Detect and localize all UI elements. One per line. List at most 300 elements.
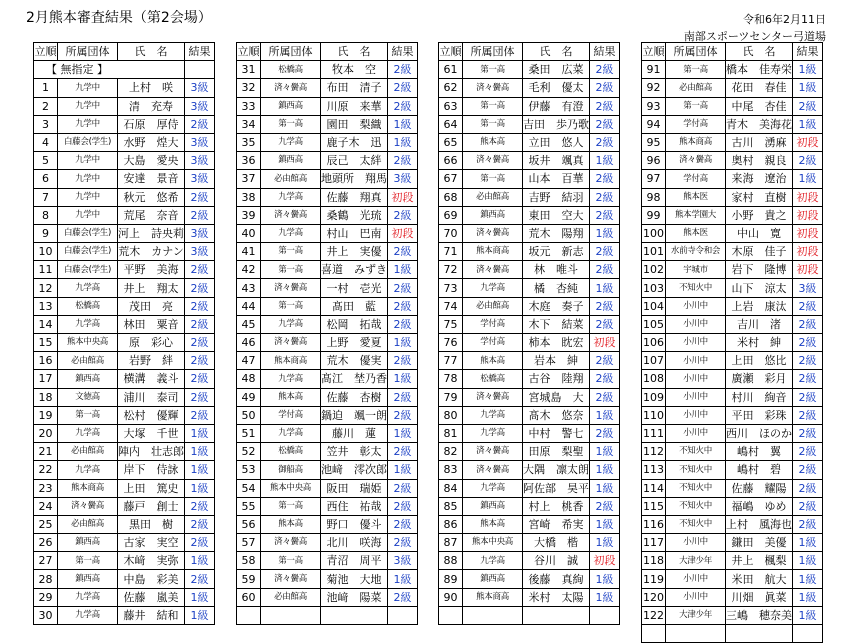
person-name: 井上 翔太 xyxy=(118,279,185,297)
order-number: 11 xyxy=(34,261,58,279)
order-number: 96 xyxy=(642,152,666,170)
table-row xyxy=(237,243,418,261)
order-number: 69 xyxy=(439,206,463,224)
result-grade: 2級 xyxy=(388,61,418,79)
order-number: 61 xyxy=(439,61,463,79)
table-row xyxy=(34,315,215,333)
person-name: 橘 杏純 xyxy=(523,279,590,297)
order-number: 10 xyxy=(34,243,58,261)
order-number: 101 xyxy=(642,243,666,261)
person-name: 松村 優輝 xyxy=(118,406,185,424)
order-number: 54 xyxy=(237,479,261,497)
order-number: 94 xyxy=(642,115,666,133)
team-name: 熊本商高 xyxy=(261,352,321,370)
person-name: 立田 悠人 xyxy=(523,133,590,151)
team-name: 小川中 xyxy=(666,334,726,352)
order-number: 18 xyxy=(34,388,58,406)
team-name: 熊本商高 xyxy=(666,133,726,151)
order-number: 51 xyxy=(237,424,261,442)
team-name: 済々黌高 xyxy=(261,79,321,97)
person-name: 吉野 結羽 xyxy=(523,188,590,206)
result-grade: 2級 xyxy=(590,261,620,279)
table-row xyxy=(34,461,215,479)
order-number: 41 xyxy=(237,243,261,261)
order-number: 122 xyxy=(642,606,666,624)
table-row xyxy=(237,224,418,242)
result-grade: 初段 xyxy=(793,206,823,224)
table-row xyxy=(642,334,823,352)
table-row xyxy=(439,152,620,170)
order-number: 67 xyxy=(439,170,463,188)
result-grade: 1級 xyxy=(793,552,823,570)
order-number: 116 xyxy=(642,515,666,533)
order-number: 6 xyxy=(34,170,58,188)
table-row xyxy=(34,534,215,552)
result-grade: 初段 xyxy=(590,334,620,352)
result-grade: 2級 xyxy=(793,370,823,388)
result-grade: 2級 xyxy=(793,515,823,533)
table-row xyxy=(237,133,418,151)
result-grade: 1級 xyxy=(185,606,215,624)
result-grade: 1級 xyxy=(388,133,418,151)
person-name: 家村 直樹 xyxy=(726,188,793,206)
order-number: 84 xyxy=(439,479,463,497)
order-number: 40 xyxy=(237,224,261,242)
person-name: 村山 巴南 xyxy=(321,224,388,242)
order-number: 35 xyxy=(237,133,261,151)
person-name: 黒田 樹 xyxy=(118,515,185,533)
order-number: 16 xyxy=(34,352,58,370)
person-name: 上田 篤史 xyxy=(118,479,185,497)
result-grade: 2級 xyxy=(185,370,215,388)
person-name: 藤井 結和 xyxy=(118,606,185,624)
result-grade: 3級 xyxy=(185,133,215,151)
table-row xyxy=(439,424,620,442)
order-number: 62 xyxy=(439,79,463,97)
table-row xyxy=(34,243,215,261)
person-name: 笠井 彰太 xyxy=(321,443,388,461)
order-number: 23 xyxy=(34,479,58,497)
team-name: 済々黌高 xyxy=(261,279,321,297)
team-name: 済々黌高 xyxy=(261,206,321,224)
order-number: 118 xyxy=(642,552,666,570)
table-row xyxy=(237,279,418,297)
table-row xyxy=(439,315,620,333)
person-name: 古川 湧麻 xyxy=(726,133,793,151)
result-grade: 2級 xyxy=(590,243,620,261)
table-row xyxy=(642,461,823,479)
person-name: 布田 清子 xyxy=(321,79,388,97)
table-row xyxy=(439,515,620,533)
team-name: 済々黌高 xyxy=(463,261,523,279)
result-grade: 2級 xyxy=(388,497,418,515)
table-row xyxy=(34,297,215,315)
order-number: 38 xyxy=(237,188,261,206)
order-number: 9 xyxy=(34,224,58,242)
person-name: 川畑 眞菜 xyxy=(726,588,793,606)
order-number: 31 xyxy=(237,61,261,79)
result-grade: 2級 xyxy=(590,79,620,97)
order-number: 88 xyxy=(439,552,463,570)
result-grade: 2級 xyxy=(185,406,215,424)
team-name: 第一高 xyxy=(261,261,321,279)
person-name: 秋元 悠希 xyxy=(118,188,185,206)
person-name: 木原 佳子 xyxy=(726,243,793,261)
person-name: 林田 粟音 xyxy=(118,315,185,333)
table-row xyxy=(439,206,620,224)
table-row xyxy=(237,370,418,388)
team-name: 熊本医 xyxy=(666,224,726,242)
result-grade: 1級 xyxy=(590,406,620,424)
order-number: 108 xyxy=(642,370,666,388)
result-grade: 2級 xyxy=(590,97,620,115)
person-name: 鍋迫 颯一朗 xyxy=(321,406,388,424)
table-row xyxy=(642,352,823,370)
result-grade: 2級 xyxy=(388,443,418,461)
empty-row xyxy=(237,606,418,624)
team-name: 九学高 xyxy=(463,424,523,442)
result-grade: 2級 xyxy=(590,133,620,151)
result-grade: 3級 xyxy=(388,170,418,188)
team-name: 第一高 xyxy=(666,97,726,115)
person-name: 阿佐部 昊平 xyxy=(523,479,590,497)
table-row xyxy=(642,479,823,497)
table-row xyxy=(34,279,215,297)
result-grade: 2級 xyxy=(793,315,823,333)
order-number: 95 xyxy=(642,133,666,151)
team-name: 九学高 xyxy=(58,315,118,333)
team-name: 必由館高 xyxy=(261,588,321,606)
table-row xyxy=(642,97,823,115)
order-number: 110 xyxy=(642,406,666,424)
header-name: 氏 名 xyxy=(726,43,793,61)
person-name: 嶋村 翼 xyxy=(726,443,793,461)
result-grade: 初段 xyxy=(388,224,418,242)
result-grade: 1級 xyxy=(793,534,823,552)
person-name: 中山 寛 xyxy=(726,224,793,242)
team-name: 不知火中 xyxy=(666,497,726,515)
person-name: 大島 愛央 xyxy=(118,152,185,170)
person-name: 藤川 蓮 xyxy=(321,424,388,442)
order-number: 7 xyxy=(34,188,58,206)
team-name: 九学高 xyxy=(58,588,118,606)
person-name: 鎌田 美優 xyxy=(726,534,793,552)
table-row xyxy=(439,243,620,261)
header-name: 氏 名 xyxy=(118,43,185,61)
person-name: 藤戸 創士 xyxy=(118,497,185,515)
person-name: 青木 美海花 xyxy=(726,115,793,133)
person-name: 伊藤 有澄 xyxy=(523,97,590,115)
person-name: 小野 貴之 xyxy=(726,206,793,224)
team-name: 白藤会(学生) xyxy=(58,261,118,279)
team-name: 済々黌高 xyxy=(58,497,118,515)
table-row xyxy=(642,152,823,170)
order-number: 55 xyxy=(237,497,261,515)
result-grade: 1級 xyxy=(590,279,620,297)
team-name: 不知火中 xyxy=(666,479,726,497)
table-row xyxy=(34,79,215,97)
order-number: 82 xyxy=(439,443,463,461)
person-name: 辰己 太絆 xyxy=(321,152,388,170)
order-number: 68 xyxy=(439,188,463,206)
empty-cell xyxy=(666,625,726,643)
team-name: 熊本高 xyxy=(463,515,523,533)
team-name: 小川中 xyxy=(666,424,726,442)
team-name: 必由館高 xyxy=(58,515,118,533)
order-number: 59 xyxy=(237,570,261,588)
team-name: 第一高 xyxy=(261,297,321,315)
result-grade: 2級 xyxy=(388,315,418,333)
empty-cell xyxy=(185,61,215,79)
table-row xyxy=(237,461,418,479)
table-row xyxy=(642,297,823,315)
team-name: 鎮西高 xyxy=(463,206,523,224)
person-name: 廣瀬 彩月 xyxy=(726,370,793,388)
empty-row xyxy=(642,625,823,643)
result-grade: 2級 xyxy=(793,497,823,515)
result-grade: 2級 xyxy=(793,479,823,497)
result-grade: 初段 xyxy=(388,188,418,206)
result-grade: 2級 xyxy=(590,115,620,133)
result-grade: 2級 xyxy=(388,534,418,552)
team-name: 不知火中 xyxy=(666,443,726,461)
order-number: 91 xyxy=(642,61,666,79)
results-table-4 xyxy=(641,42,823,643)
result-grade: 1級 xyxy=(793,588,823,606)
empty-cell xyxy=(523,606,590,624)
table-row xyxy=(439,370,620,388)
special-row xyxy=(34,61,215,79)
team-name: 九学中 xyxy=(58,115,118,133)
team-name: 必由館高 xyxy=(261,170,321,188)
table-row xyxy=(34,588,215,606)
team-name: 小川中 xyxy=(666,588,726,606)
team-name: 第一高 xyxy=(261,497,321,515)
team-name: 九学高 xyxy=(261,224,321,242)
table-row xyxy=(237,388,418,406)
result-grade: 初段 xyxy=(793,224,823,242)
order-number: 112 xyxy=(642,443,666,461)
table-row xyxy=(34,406,215,424)
result-grade: 1級 xyxy=(590,479,620,497)
person-name: 中島 彩美 xyxy=(118,570,185,588)
person-name: 来海 遼治 xyxy=(726,170,793,188)
person-name: 原 彩心 xyxy=(118,334,185,352)
team-name: 第一高 xyxy=(261,552,321,570)
order-number: 44 xyxy=(237,297,261,315)
team-name: 九学高 xyxy=(261,315,321,333)
person-name: 横溝 義斗 xyxy=(118,370,185,388)
person-name: 佐藤 耀陽 xyxy=(726,479,793,497)
person-name: 谷川 誠 xyxy=(523,552,590,570)
order-number: 57 xyxy=(237,534,261,552)
result-grade: 2級 xyxy=(590,352,620,370)
order-number: 22 xyxy=(34,461,58,479)
result-grade: 3級 xyxy=(185,224,215,242)
order-number: 4 xyxy=(34,133,58,151)
team-name: 熊本医 xyxy=(666,188,726,206)
table-row xyxy=(439,497,620,515)
person-name: 河上 詩央莉 xyxy=(118,224,185,242)
order-number: 76 xyxy=(439,334,463,352)
empty-cell xyxy=(439,606,463,624)
person-name: 喜道 みずき xyxy=(321,261,388,279)
order-number: 50 xyxy=(237,406,261,424)
results-table-3 xyxy=(438,42,620,625)
person-name: 木下 結菜 xyxy=(523,315,590,333)
order-number: 117 xyxy=(642,534,666,552)
team-name: 九学高 xyxy=(58,424,118,442)
result-grade: 2級 xyxy=(793,388,823,406)
team-name: 鎮西高 xyxy=(261,152,321,170)
team-name: 済々黌高 xyxy=(463,461,523,479)
header-result: 結果 xyxy=(590,43,620,61)
result-grade: 1級 xyxy=(793,61,823,79)
person-name: 上岩 康汰 xyxy=(726,297,793,315)
order-number: 81 xyxy=(439,424,463,442)
result-grade: 2級 xyxy=(388,515,418,533)
result-grade: 2級 xyxy=(793,461,823,479)
result-grade: 1級 xyxy=(185,461,215,479)
team-name: 鎮西高 xyxy=(58,534,118,552)
order-number: 52 xyxy=(237,443,261,461)
table-row xyxy=(439,534,620,552)
empty-cell xyxy=(237,606,261,624)
order-number: 45 xyxy=(237,315,261,333)
table-row xyxy=(34,224,215,242)
person-name: 大隅 凛太朗 xyxy=(523,461,590,479)
result-grade: 1級 xyxy=(388,370,418,388)
result-grade: 2級 xyxy=(590,370,620,388)
result-grade: 1級 xyxy=(185,479,215,497)
order-number: 14 xyxy=(34,315,58,333)
header-row xyxy=(34,43,215,61)
team-name: 熊本商高 xyxy=(463,243,523,261)
order-number: 89 xyxy=(439,570,463,588)
empty-row xyxy=(439,606,620,624)
table-row xyxy=(439,552,620,570)
person-name: 髙田 藍 xyxy=(321,297,388,315)
table-row xyxy=(439,79,620,97)
team-name: 必由館高 xyxy=(58,443,118,461)
table-row xyxy=(34,515,215,533)
order-number: 32 xyxy=(237,79,261,97)
person-name: 鹿子木 迅 xyxy=(321,133,388,151)
header-result: 結果 xyxy=(388,43,418,61)
team-name: 必由館高 xyxy=(463,297,523,315)
result-grade: 2級 xyxy=(388,588,418,606)
result-grade: 1級 xyxy=(590,515,620,533)
table-row xyxy=(237,497,418,515)
person-name: 荒尾 奈音 xyxy=(118,206,185,224)
order-number: 63 xyxy=(439,97,463,115)
header-team: 所属団体 xyxy=(463,43,523,61)
team-name: 第一高 xyxy=(463,97,523,115)
unassigned-label: 【 無指定 】 xyxy=(34,61,185,79)
table-row xyxy=(642,279,823,297)
table-row xyxy=(642,79,823,97)
order-number: 53 xyxy=(237,461,261,479)
team-name: 九学高 xyxy=(463,479,523,497)
team-name: 第一高 xyxy=(463,61,523,79)
team-name: 松橋高 xyxy=(261,61,321,79)
team-name: 小川中 xyxy=(666,370,726,388)
result-grade: 1級 xyxy=(590,461,620,479)
order-number: 30 xyxy=(34,606,58,624)
person-name: 石原 厚侍 xyxy=(118,115,185,133)
order-number: 56 xyxy=(237,515,261,533)
table-row xyxy=(642,261,823,279)
header-row xyxy=(439,43,620,61)
order-number: 83 xyxy=(439,461,463,479)
order-number: 100 xyxy=(642,224,666,242)
result-grade: 2級 xyxy=(388,297,418,315)
table-row xyxy=(237,406,418,424)
team-name: 済々黌高 xyxy=(463,79,523,97)
order-number: 29 xyxy=(34,588,58,606)
team-name: 文徳高 xyxy=(58,388,118,406)
team-name: 九学中 xyxy=(58,97,118,115)
team-name: 水前寺令和会 xyxy=(666,243,726,261)
team-name: 第一高 xyxy=(666,61,726,79)
order-number: 3 xyxy=(34,115,58,133)
result-grade: 2級 xyxy=(793,152,823,170)
person-name: 米村 太陽 xyxy=(523,588,590,606)
order-number: 70 xyxy=(439,224,463,242)
table-row xyxy=(439,97,620,115)
exam-date: 令和6年2月11日 xyxy=(743,13,826,26)
person-name: 池﨑 陽菜 xyxy=(321,588,388,606)
table-row xyxy=(642,315,823,333)
person-name: 三嶋 穂奈美 xyxy=(726,606,793,624)
team-name: 九学高 xyxy=(463,552,523,570)
result-grade: 2級 xyxy=(793,352,823,370)
result-grade: 初段 xyxy=(793,188,823,206)
table-row xyxy=(439,406,620,424)
team-name: 熊本商高 xyxy=(58,479,118,497)
team-name: 熊本高 xyxy=(463,133,523,151)
person-name: 吉田 歩乃歌 xyxy=(523,115,590,133)
page-title: 2月熊本審査結果（第2会場） xyxy=(26,10,212,26)
empty-cell xyxy=(590,606,620,624)
result-grade: 3級 xyxy=(793,279,823,297)
order-number: 49 xyxy=(237,388,261,406)
table-row xyxy=(439,224,620,242)
result-grade: 2級 xyxy=(793,424,823,442)
team-name: 小川中 xyxy=(666,406,726,424)
result-grade: 3級 xyxy=(185,170,215,188)
person-name: 橋本 佳寿栄 xyxy=(726,61,793,79)
order-number: 109 xyxy=(642,388,666,406)
table-row xyxy=(237,315,418,333)
order-number: 107 xyxy=(642,352,666,370)
order-number: 48 xyxy=(237,370,261,388)
order-number: 66 xyxy=(439,152,463,170)
header-name: 氏 名 xyxy=(523,43,590,61)
result-grade: 2級 xyxy=(793,406,823,424)
table-row xyxy=(237,79,418,97)
order-number: 72 xyxy=(439,261,463,279)
team-name: 済々黌高 xyxy=(261,334,321,352)
table-row xyxy=(237,152,418,170)
order-number: 2 xyxy=(34,97,58,115)
table-row xyxy=(439,352,620,370)
order-number: 5 xyxy=(34,152,58,170)
header-order: 立順 xyxy=(237,43,261,61)
team-name: 小川中 xyxy=(666,570,726,588)
person-name: 上村 風海也 xyxy=(726,515,793,533)
result-grade: 1級 xyxy=(793,170,823,188)
